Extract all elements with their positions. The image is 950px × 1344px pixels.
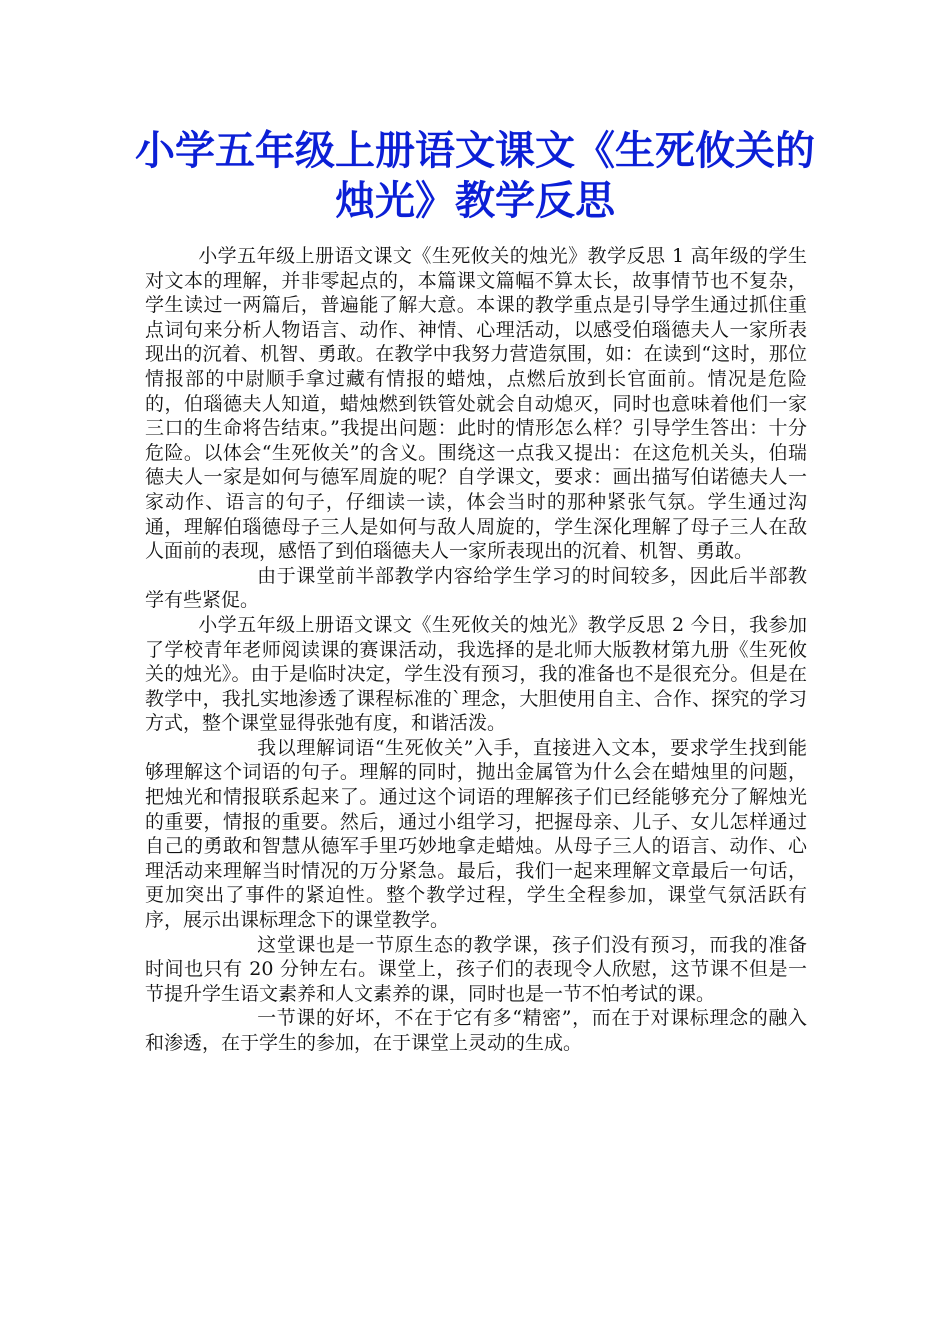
paragraph-original-lesson: 这堂课也是一节原生态的教学课，孩子们没有预习，而我的准备时间也只有 20 分钟左右。课堂上，孩子们的表现令人欣慰，这节课不但是一节提升学生语文素养和人文素养的课，同时也是一节不怕考试的课。 — [145, 933, 807, 1005]
document-body — [145, 244, 807, 1056]
paragraph-conclusion: 一节课的好坏，不在于它有多“精密”，而在于对课标理念的融入和渗透，在于学生的参加，在于课堂上灵动的生成。 — [145, 1007, 807, 1054]
document-title: 小学五年级上册语文课文《生死攸关的烛光》教学反思 — [135, 128, 815, 224]
paragraph-time-note: 由于课堂前半部教学内容给学生学习的时间较多，因此后半部教学有些紧促。 — [145, 564, 807, 612]
paragraph-reflection-2: 小学五年级上册语文课文《生死攸关的烛光》教学反思 2 今日，我参加了学校青年老师阅读课的赛课活动，我选择的是北师大版教材第九册《生死攸关的烛光》。由于是临时决定，学生没有预习，我的准备也不是很充分。但是在教学中，我扎实地渗透了课程标准的`理念，大胆使用自主、合作、探究的学习方式，整个课堂显得张弛有度，和谐活泼。 — [145, 613, 807, 735]
paragraph-reflection-1: 小学五年级上册语文课文《生死攸关的烛光》教学反思 1 高年级的学生对文本的理解，并非零起点的，本篇课文篇幅不算太长，故事情节也不复杂，学生读过一两篇后，普遍能了解大意。本课的教学重点是引导学生通过抓住重点词句来分析人物语言、动作、神情、心理活动，以感受伯瑙德夫人一家所表现出的沉着、机智、勇敢。在教学中我努力营造氛围，如：在读到“这时，那位情报部的中尉顺手拿过藏有情报的蜡烛，点燃后放到长官面前。情况是危险的，伯瑙德夫人知道，蜡烛燃到铁管处就会自动熄灭，同时也意味着他们一家三口的生命将告结束。”我提出问题：此时的情形怎么样？引导学生答出：十分危险。以体会“生死攸关”的含义。围绕这一点我又提出：在这危机关头，伯瑞德夫人一家是如何与德军周旋的呢？自学课文，要求：画出描写伯诺德夫人一家动作、语言的句子，仔细读一读，体会当时的那种紧张气氛。学生通过沟通，理解伯瑙德母子三人是如何与敌人周旋的，学生深化理解了母子三人在敌人面前的表现，感悟了到伯瑙德夫人一家所表现出的沉着、机智、勇敢。 — [145, 245, 807, 563]
paragraph-teaching-process: 我以理解词语“生死攸关”入手，直接进入文本，要求学生找到能够理解这个词语的句子。理解的同时，抛出金属管为什么会在蜡烛里的问题，把烛光和情报联系起来了。通过这个词语的理解孩子们已经能够充分了解烛光的重要，情报的重要。然后，通过小组学习，把握母亲、儿子、女儿怎样通过自己的勇敢和智慧从德军手里巧妙地拿走蜡烛。从母子三人的语言、动作、心理活动来理解当时情况的万分紧急。最后，我们一起来理解文章最后一句话，更加突出了事件的紧迫性。整个教学过程，学生全程参加，课堂气氛活跃有序，展示出课标理念下的课堂教学。 — [145, 736, 807, 932]
